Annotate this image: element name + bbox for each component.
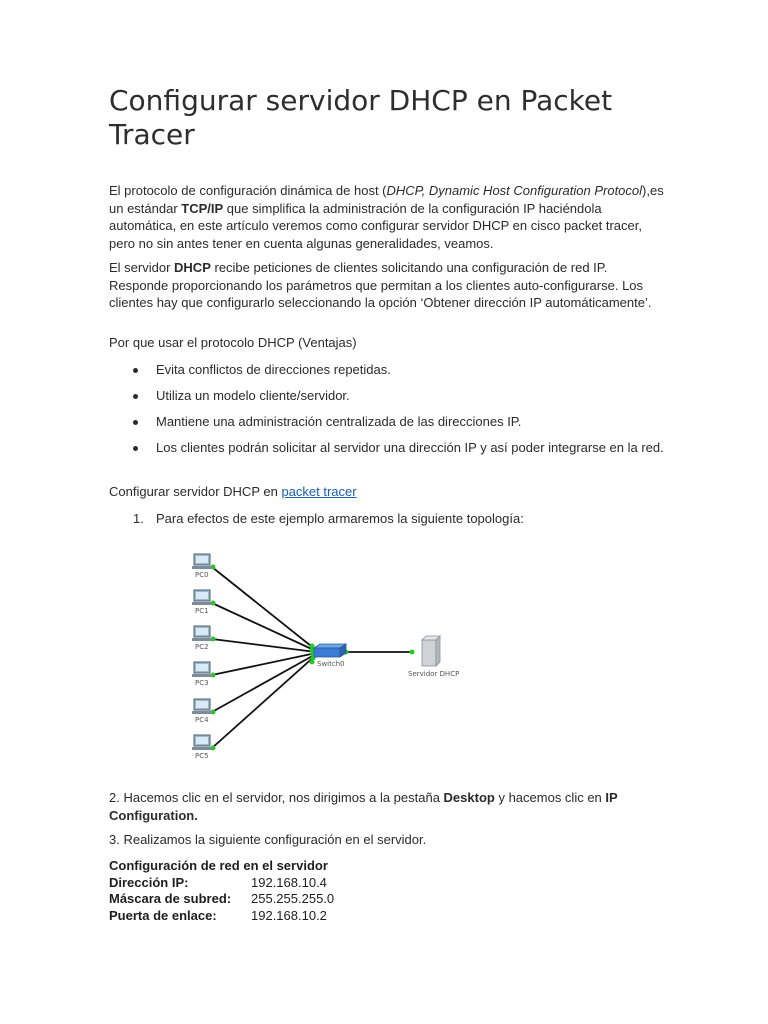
pc-label: PC5	[195, 752, 209, 760]
pc-icon[interactable]	[192, 735, 212, 760]
step-1-text: Para efectos de este ejemplo armaremos la siguiente topología:	[156, 511, 524, 526]
link-pc3-switch	[212, 653, 316, 675]
page-title: Configurar servidor DHCP en Packet Tracer	[109, 84, 613, 151]
switch-label: Switch0	[317, 660, 345, 668]
config-label: Puerta de enlace:	[109, 907, 217, 923]
list-item: Evita conflictos de direcciones repetidas.	[109, 361, 664, 379]
pc-label: PC4	[195, 716, 209, 724]
configure-line	[109, 483, 664, 501]
pc-label: PC1	[195, 607, 209, 615]
switch-icon[interactable]	[314, 644, 346, 668]
pc-icon[interactable]	[192, 626, 212, 651]
network-topology-diagram	[182, 540, 472, 775]
server-text-3: recibe peticiones de clientes solicitando una configuración de red IP. Responde proporcionando los parámetros que permitan a los clientes auto-configurarse. Los clientes hay que configurarlo seleccionando la opción ‘Obtener dirección IP automáticamente’.	[109, 260, 652, 310]
step-1-number: 1.	[133, 511, 144, 526]
link-pc5-switch	[212, 655, 316, 748]
server-dhcp-bold: DHCP	[174, 260, 211, 275]
step-2-ip-configuration: IP Configuration.	[109, 790, 618, 823]
pc-icon[interactable]	[192, 590, 212, 615]
pc-icon[interactable]	[192, 699, 212, 724]
server-label: Servidor DHCP	[408, 670, 460, 678]
list-item: Mantiene una administración centralizada de las direcciones IP.	[109, 413, 664, 431]
pc-label: PC3	[195, 679, 209, 687]
config-label: Máscara de subred:	[109, 891, 232, 906]
pc-icon[interactable]	[192, 662, 212, 687]
server-paragraph	[109, 259, 664, 312]
config-row	[109, 908, 664, 925]
pc-icon[interactable]	[192, 554, 212, 579]
config-row	[109, 875, 664, 892]
link-pc2-switch	[212, 639, 316, 652]
step-2-paragraph	[109, 789, 664, 824]
configure-text: Configurar servidor DHCP en	[109, 484, 282, 499]
advantages-heading: Por que usar el protocolo DHCP (Ventajas)	[109, 335, 357, 350]
config-label: Dirección IP:	[109, 874, 189, 890]
advantages-list	[109, 361, 664, 465]
server-icon[interactable]	[408, 636, 459, 678]
config-value: 192.168.10.2	[251, 907, 327, 923]
step-2-desktop: Desktop	[443, 790, 495, 805]
intro-dhcp-definition: DHCP, Dynamic Host Configuration Protocol	[386, 183, 643, 198]
server-config-block	[109, 858, 664, 924]
intro-text-1: El protocolo de configuración dinámica de host (	[109, 183, 387, 198]
pc-label: PC2	[195, 643, 209, 651]
intro-tcpip: TCP/IP	[181, 200, 224, 216]
packet-tracer-link[interactable]: packet tracer	[281, 484, 357, 499]
config-heading: Configuración de red en el servidor	[109, 858, 328, 873]
list-item: Utiliza un modelo cliente/servidor.	[109, 387, 664, 405]
intro-text-3: ),es un estándar	[109, 183, 664, 216]
step-2-text-3: y hacemos clic en	[494, 790, 606, 805]
pc-label: PC0	[195, 571, 209, 579]
link-pc0-switch	[212, 567, 316, 650]
step-3-paragraph: 3. Realizamos la siguiente configuración en el servidor.	[109, 832, 427, 847]
server-text-1: El servidor	[109, 260, 175, 275]
config-row	[109, 891, 664, 908]
intro-text-5: que simplifica la administración de la configuración IP haciéndola automática, en este artículo veremos como configurar servidor DHCP en cisco packet tracer, pero no sin antes tener en cuenta algunas generalidades, veamos.	[109, 200, 642, 251]
intro-paragraph	[109, 182, 664, 252]
step-2-text-1: 2. Hacemos clic en el servidor, nos dirigimos a la pestaña	[109, 790, 444, 805]
link-pc1-switch	[212, 603, 316, 651]
config-value: 192.168.10.4	[251, 874, 327, 890]
link-pc4-switch	[212, 654, 316, 712]
config-value: 255.255.255.0	[251, 891, 335, 906]
list-item: Los clientes podrán solicitar al servidor una dirección IP y así poder integrarse en la red.	[109, 439, 664, 457]
